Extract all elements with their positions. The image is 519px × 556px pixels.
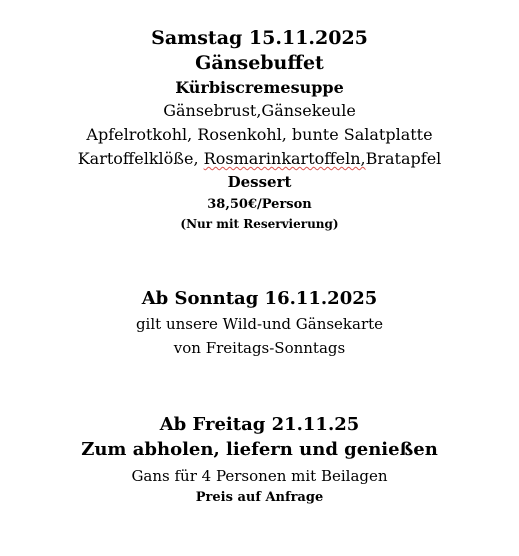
section1-price: 38,50€/Person: [207, 197, 312, 212]
section2-line2: von Freitags-Sonntags: [173, 339, 346, 357]
section3-title: Zum abholen, liefern und genießen: [81, 439, 438, 460]
section1-date: Samstag 15.11.2025: [151, 27, 368, 49]
section1-potatoes: [0, 151, 519, 167]
section3-price: Preis auf Anfrage: [195, 490, 324, 505]
section1-sides: Apfelrotkohl, Rosenkohl, bunte Salatplatte: [86, 125, 433, 144]
section1-meat: Gänsebrust,Gänsekeule: [163, 101, 356, 120]
section2-line1: gilt unsere Wild-und Gänsekarte: [135, 315, 384, 333]
section1-potatoes-part-b: Bratapfel: [365, 149, 442, 168]
section1-potatoes-misspelled: Rosmarinkartoffeln,: [203, 149, 366, 168]
section1-soup: Kürbiscremesuppe: [175, 78, 344, 97]
section3-date: Ab Freitag 21.11.25: [159, 414, 360, 435]
section3-line1: Gans für 4 Personen mit Beilagen: [131, 467, 388, 485]
section1-note: (Nur mit Reservierung): [180, 217, 339, 231]
section1-dessert: Dessert: [227, 173, 292, 191]
section1-title: Gänsebuffet: [195, 52, 324, 74]
section2-date: Ab Sonntag 16.11.2025: [141, 288, 378, 309]
section1-potatoes-part-a: Kartoffelklöße,: [77, 149, 204, 168]
